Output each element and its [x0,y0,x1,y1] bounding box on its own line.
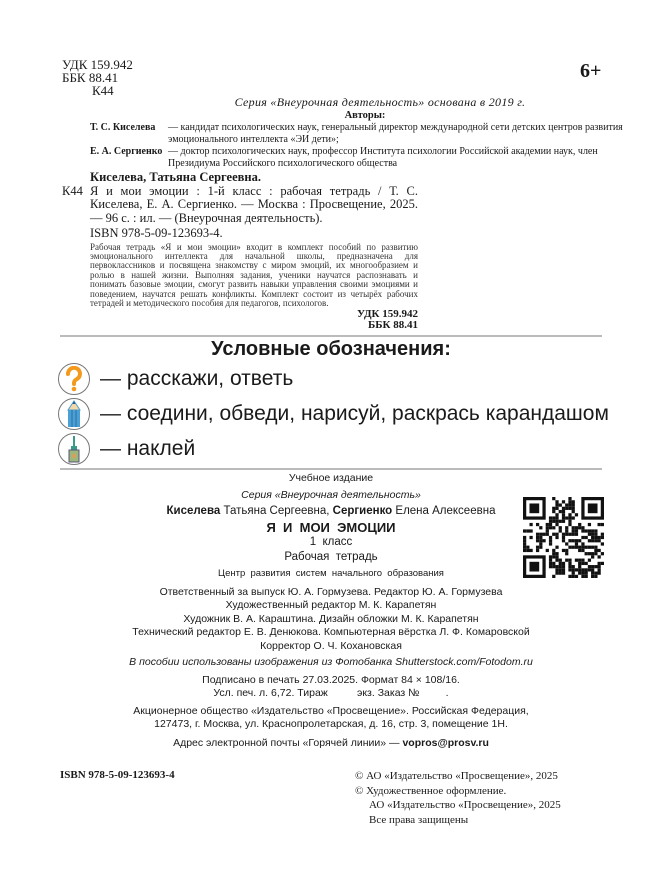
qr-module [549,565,552,568]
qr-module [578,539,581,542]
qr-module [575,559,578,562]
qr-module [591,539,594,542]
qr-module [546,523,549,526]
print-line: Подписано в печать 27.03.2025. Формат 84 × 108/16. [202,673,460,686]
qr-module [568,568,571,571]
qr-module [539,542,542,545]
qr-module [572,575,575,578]
qr-module [555,565,558,568]
qr-module [542,533,545,536]
qr-module [568,523,571,526]
qr-module [601,533,604,536]
book-title: Я И МОИ ЭМОЦИИ [266,519,396,535]
qr-module [568,533,571,536]
qr-module [575,533,578,536]
qr-module [598,523,601,526]
qr-module [523,549,526,552]
qr-module [565,516,568,519]
qr-module [568,516,571,519]
catalog-heading: Киселева, Татьяна Сергеевна. [90,170,261,184]
qr-module [562,565,565,568]
center-name: Центр развития систем начального образования [218,568,444,579]
qr-module [523,542,526,545]
qr-module [578,526,581,529]
udk-code: УДК 159.942 [62,57,133,72]
qr-module [555,546,558,549]
qr-module [578,523,581,526]
qr-module [594,552,597,555]
author2-last: Сергиенко [332,505,393,517]
catalog-entry: Я и мои эмоции : 1-й класс : рабочая тетрадь / Т. С. Киселева, Е. А. Сергиенко. — Москва : Просвещение, 2025. — 96 с. : ил. — (Внеурочная деятельность). [90,183,418,225]
qr-module [575,568,578,571]
qr-module [594,549,597,552]
qr-module [588,546,591,549]
qr-module [572,503,575,506]
qr-module [575,539,578,542]
qr-module [591,568,594,571]
qr-module [601,523,604,526]
qr-module [581,526,584,529]
catalog-block [62,171,418,331]
qr-module [549,516,552,519]
qr-module [565,549,568,552]
qr-module [562,549,565,552]
authors-heading: Авторы: [344,110,386,121]
catalog-mark: К44 [62,183,83,198]
qr-module [585,575,588,578]
qr-module [598,568,601,571]
qr-module [559,565,562,568]
qr-module [539,539,542,542]
qr-module [594,539,597,542]
author2-first: Елена Алексеевна [395,505,496,517]
qr-module [578,565,581,568]
copyright [355,769,561,827]
qr-module [565,533,568,536]
book-kind: Рабочая тетрадь [284,550,378,563]
qr-module [562,562,565,565]
qr-module [572,565,575,568]
imprint [129,471,533,750]
qr-module [568,562,571,565]
footer-isbn: ISBN 978-5-09-123693-4 [60,769,175,781]
qr-module [568,503,571,506]
qr-module [552,526,555,529]
qr-module [546,526,549,529]
author-row [90,146,630,170]
qr-module [575,575,578,578]
grade: 1 класс [309,536,353,548]
qr-module [585,568,588,571]
author1-first: Татьяна Сергеевна, [223,505,330,517]
qr-module [598,549,601,552]
qr-module [565,542,568,545]
qr-module [526,529,529,532]
qr-module [568,500,571,503]
qr-module [562,516,565,519]
divider [60,468,602,470]
qr-module [529,523,532,526]
qr-module [565,529,568,532]
qr-module [529,549,532,552]
qr-module [565,559,568,562]
author-row [90,122,630,146]
qr-module [555,552,558,555]
qr-module [552,507,555,510]
qr-module [559,529,562,532]
catalog-isbn: ISBN 978-5-09-123693-4. [90,226,223,240]
qr-module [555,513,558,516]
qr-module [591,555,594,558]
qr-module [562,572,565,575]
qr-module [536,533,539,536]
qr-module [572,529,575,532]
author-mark: К44 [92,83,114,98]
qr-module [588,565,591,568]
qr-module [552,516,555,519]
qr-module [539,526,542,529]
qr-module [588,533,591,536]
qr-module [572,572,575,575]
publisher-line: 127473, г. Москва, ул. Краснопролетарская, д. 16, стр. 3, помещение 1Н. [154,718,508,730]
qr-module [572,500,575,503]
qr-module [552,555,555,558]
qr-module [559,572,562,575]
qr-module [601,552,604,555]
hotline-email[interactable]: vopros@prosv.ru [402,736,489,749]
qr-module [546,529,549,532]
qr-module [555,507,558,510]
annotation: Рабочая тетрадь «Я и мои эмоции» входит в комплект пособий по развитию эмоционального интеллекта для начальной школы, предназначена для первоклассников и посвящена знакомству с миром эмоций, их многообразием и ролью в нашей жизни. Выполняя задания, ученики научатся распознавать и понимать базовые эмоции, смогут развить навыки управления своими эмоциями и поведением, научатся решать конфликты. Комплект состоит из четырёх рабочих тетрадей и методического пособия для педагогов, психологов. [90,241,418,308]
legend-item [58,363,293,395]
author1-last: Киселева [166,505,221,517]
qr-module [539,533,542,536]
qr-module [585,552,588,555]
qr-module [552,562,555,565]
series-note: Серия «Внеурочная деятельность» основана в 2019 г. [234,95,526,109]
qr-module [529,529,532,532]
qr-module [536,523,539,526]
qr-module [578,568,581,571]
qr-module [562,510,565,513]
copyright-line: Все права защищены [369,813,469,826]
qr-module [594,529,597,532]
qr-module [594,572,597,575]
qr-module [562,536,565,539]
qr-module [581,549,584,552]
qr-module [568,575,571,578]
qr-module [601,536,604,539]
qr-module [565,552,568,555]
qr-finder [529,503,539,513]
qr-module [529,536,532,539]
qr-module [581,542,584,545]
qr-module [572,568,575,571]
qr-module [559,526,562,529]
qr-module [588,529,591,532]
qr-module [555,536,558,539]
qr-module [568,497,571,500]
qr-module [536,546,539,549]
qr-module [523,539,526,542]
qr-module [594,536,597,539]
copyright-line: АО «Издательство «Просвещение», 2025 [369,799,561,811]
qr-module [562,500,565,503]
qr-module [539,546,542,549]
qr-module [568,539,571,542]
qr-module [559,503,562,506]
qr-module [549,523,552,526]
qr-finder [588,503,598,513]
qr-module [572,507,575,510]
qr-module [565,507,568,510]
qr-module [555,523,558,526]
qr-module [578,572,581,575]
classification-codes [62,58,133,97]
qr-module [575,546,578,549]
qr-module [559,520,562,523]
qr-module [549,539,552,542]
age-rating: 6+ [580,60,602,82]
qr-module [598,565,601,568]
qr-module [552,520,555,523]
qr-module [539,536,542,539]
author-desc: — кандидат психологических наук, генеральный директор международной сети детских центров развития эмоционального интеллекта «ЭИ дети»; [168,122,623,145]
qr-module [585,546,588,549]
qr-module [536,539,539,542]
qr-module [588,539,591,542]
qr-module [555,520,558,523]
qr-module [559,568,562,571]
photo-note: В пособии использованы изображения из Фотобанка Shutterstock.com/Fotodom.ru [129,656,533,668]
catalog-bbk: ББК 88.41 [367,319,418,332]
qr-module [591,533,594,536]
qr-module [552,565,555,568]
qr-module [536,536,539,539]
qr-module [555,568,558,571]
qr-module [585,536,588,539]
qr-module [575,542,578,545]
qr-module [585,562,588,565]
qr-module [546,549,549,552]
qr-module [549,559,552,562]
qr-module [536,549,539,552]
legend-title: Условные обозначения: [211,338,451,360]
qr-module [601,562,604,565]
legend-item [58,398,609,430]
qr-module [555,572,558,575]
qr-module [552,549,555,552]
qr-module [598,536,601,539]
credit-line: Корректор О. Ч. Кохановская [260,639,402,652]
legend-text: — соедини, обведи, нарисуй, раскрась карандашом [100,402,609,425]
author-name: Е. А. Сергиенко [90,146,163,157]
print-info [140,674,522,701]
qr-module [581,536,584,539]
qr-code [523,497,604,578]
qr-module [572,526,575,529]
qr-module [523,529,526,532]
qr-module [565,526,568,529]
sticker-icon [58,433,90,465]
imprint-series: Серия «Внеурочная деятельность» [241,488,421,501]
qr-module [523,546,526,549]
copyright-line: © Художественное оформление. [355,784,507,797]
qr-module [555,500,558,503]
qr-module [585,572,588,575]
qr-module [594,565,597,568]
qr-module [591,552,594,555]
qr-module [591,536,594,539]
qr-module [549,555,552,558]
qr-module [575,526,578,529]
qr-module [578,559,581,562]
qr-module [552,497,555,500]
qr-module [562,507,565,510]
print-line: Усл. печ. л. 6,72. Тираж экз. Заказ № . [213,687,449,699]
qr-module [578,562,581,565]
qr-module [588,552,591,555]
qr-module [549,542,552,545]
qr-module [572,546,575,549]
qr-module [572,516,575,519]
edition-type: Учебное издание [288,472,374,484]
catalog-card [62,171,418,241]
qr-module [578,546,581,549]
qr-module [555,555,558,558]
qr-module [568,520,571,523]
qr-module [559,559,562,562]
credit-line: Художник В. А. Караштина. Дизайн обложки М. К. Карапетян [183,612,479,625]
copyright-line: © АО «Издательство «Просвещение», 2025 [355,770,558,782]
catalog-codes [62,309,418,331]
hotline-label: Адрес электронной почты «Горячей линии» — [173,736,400,749]
qr-finder [529,562,539,572]
qr-module [552,533,555,536]
qr-module [549,562,552,565]
qr-module [559,510,562,513]
bbk-code: ББК 88.41 [62,70,119,85]
qr-module [598,572,601,575]
question-icon [58,363,90,395]
qr-module [594,546,597,549]
qr-module [594,533,597,536]
qr-module [568,565,571,568]
qr-module [591,546,594,549]
qr-module [562,539,565,542]
divider [60,335,602,337]
qr-module [526,546,529,549]
qr-module [591,529,594,532]
qr-module [555,503,558,506]
qr-module [562,568,565,571]
credit-line: Ответственный за выпуск Ю. А. Гормузева. Редактор Ю. А. Гормузева [159,585,503,598]
author-desc: — доктор психологических наук, профессор Института психологии Российской академии наук, член Президиума Российского психологического общества [168,146,598,169]
qr-module [591,572,594,575]
pencil-icon [58,398,90,430]
legend-text: — расскажи, ответь [100,367,294,390]
qr-module [575,529,578,532]
qr-module [568,507,571,510]
qr-module [578,549,581,552]
qr-module [549,526,552,529]
qr-module [562,520,565,523]
qr-module [585,529,588,532]
qr-module [568,546,571,549]
qr-module [523,536,526,539]
qr-module [588,523,591,526]
qr-module [581,568,584,571]
qr-module [542,539,545,542]
qr-module [549,536,552,539]
qr-module [591,575,594,578]
publisher [130,705,532,732]
qr-module [555,516,558,519]
qr-module [581,546,584,549]
qr-module [588,568,591,571]
qr-module [598,562,601,565]
qr-module [559,562,562,565]
qr-module [575,513,578,516]
qr-module [562,513,565,516]
qr-module [552,575,555,578]
qr-module [581,575,584,578]
catalog-udk: УДК 159.942 [356,308,418,321]
qr-module [552,552,555,555]
qr-module [591,565,594,568]
credits [120,586,542,670]
qr-module [568,513,571,516]
qr-module [568,559,571,562]
credit-line: Технический редактор Е. В. Денюкова. Компьютерная вёрстка Л. Ф. Комаровской [132,626,530,638]
legend-text: — наклей [100,437,196,460]
qr-module [546,533,549,536]
qr-module [581,562,584,565]
author-name: Т. С. Киселева [90,122,156,133]
qr-module [526,549,529,552]
qr-module [598,539,601,542]
qr-module [601,542,604,545]
qr-module [572,539,575,542]
qr-module [588,559,591,562]
qr-module [572,533,575,536]
publisher-line: Акционерное общество «Издательство «Просвещение». Российская Федерация, [133,704,529,717]
qr-module [552,510,555,513]
credit-line: Художественный редактор М. К. Карапетян [225,599,437,611]
hotline [140,736,522,751]
qr-module [562,533,565,536]
qr-module [594,575,597,578]
qr-module [555,559,558,562]
qr-module [598,555,601,558]
qr-module [572,510,575,513]
qr-module [565,503,568,506]
qr-module [581,572,584,575]
qr-module [555,533,558,536]
legend-item [58,433,195,465]
qr-module [549,520,552,523]
qr-module [581,559,584,562]
imprint-authors [140,504,522,519]
qr-module [581,529,584,532]
